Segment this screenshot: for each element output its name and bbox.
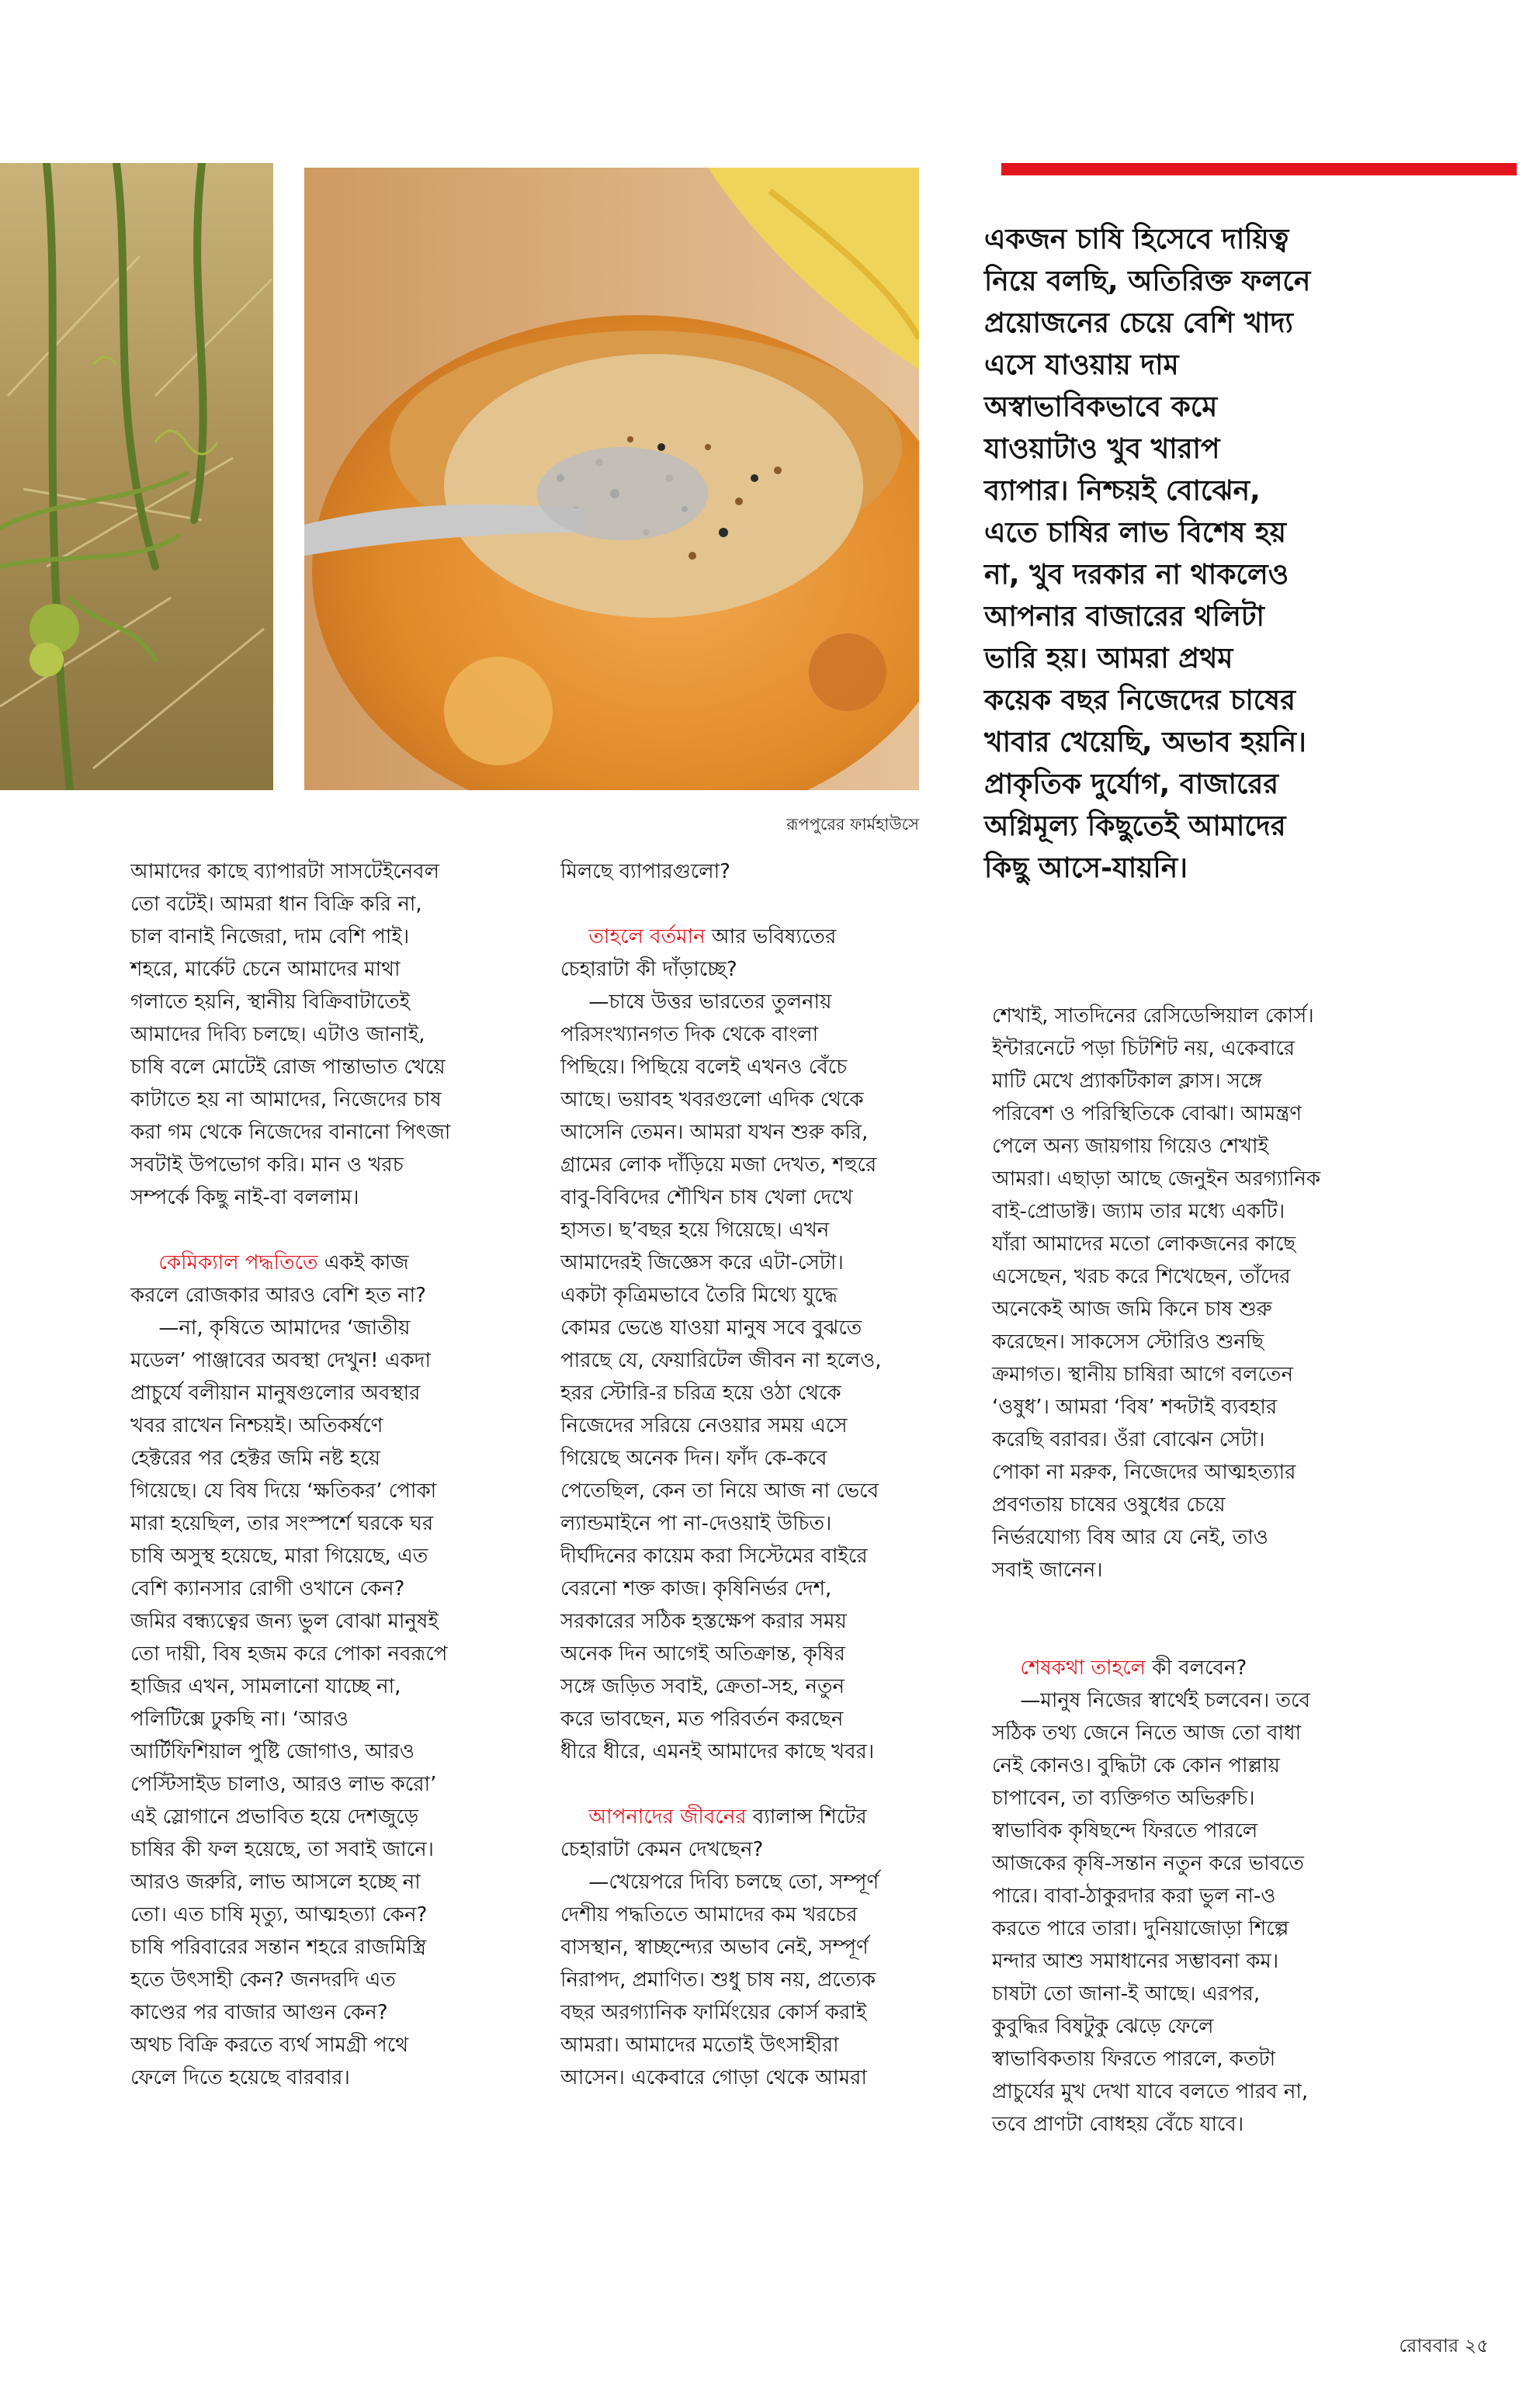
- body-line: হেক্টরের পর হেক্টর জমি নষ্ট হয়ে: [130, 1447, 381, 1470]
- body-line: মারা হয়েছিল, তার সংস্পর্শে ঘরকে ঘর: [130, 1512, 434, 1535]
- body-line: স্বাভাবিকতায় ফিরতে পারলে, কতটা: [992, 2048, 1276, 2071]
- body-line: বাসস্থান, স্বাচ্ছন্দ্যের অভাব নেই, সম্পূর্ণ: [560, 1936, 869, 1959]
- body-line: ল্যান্ডমাইনে পা না-দেওয়াই উচিত।: [560, 1512, 832, 1535]
- body-line: ‘ওষুধ’। আমরা ‘বিষ’ শব্দটাই ব্যবহার: [992, 1396, 1278, 1419]
- body-line: সরকারের সঠিক হস্তক্ষেপ করার সময়: [560, 1610, 847, 1633]
- body-line: পলিটিক্সে ঢুকছি না। ‘আরও: [130, 1708, 349, 1731]
- body-line: আমাদের কাছে ব্যাপারটা সাসটেইনেবল: [130, 860, 440, 883]
- body-line: হরর স্টোরি-র চরিত্র হয়ে ওঠা থেকে: [560, 1382, 841, 1405]
- question-highlight: কেমিক্যাল পদ্ধতিতে: [158, 1251, 318, 1275]
- pullquote-line: আপনার বাজারের থলিটা: [984, 601, 1264, 633]
- body-line: বছর অরগ্যানিক ফার্মিংয়ের কোর্স করাই: [560, 2001, 867, 2024]
- paragraph-gap: [992, 1587, 1424, 1619]
- body-line: ধীরে ধীরে, এমনই আমাদের কাছে খবর।: [560, 1740, 875, 1764]
- body-line: আসেনি তেমন। আমরা যখন শুরু করি,: [560, 1121, 869, 1144]
- question-highlight: শেষকথা তাহলে: [1020, 1656, 1146, 1680]
- pullquote-line: একজন চাষি হিসেবে দায়িত্ব: [984, 224, 1289, 255]
- question-text: একই কাজ: [317, 1251, 409, 1275]
- body-line: দেশীয় পদ্ধতিতে আমাদের কম খরচের: [560, 1903, 858, 1927]
- article-column-3: [992, 1000, 1424, 2141]
- body-line: খবর রাখেন নিশ্চয়ই। অতিকর্ষণে: [130, 1414, 383, 1438]
- body-line: ইন্টারনেটে পড়া চিটশিট নয়, একেবারে: [992, 1037, 1295, 1060]
- body-line: তবে প্রাণটা বোধহয় বেঁচে যাবে।: [992, 2113, 1244, 2136]
- body-line: প্রবণতায় চাষের ওষুধের চেয়ে: [992, 1493, 1226, 1517]
- main-photo: [304, 168, 919, 790]
- question-line: [992, 1652, 1424, 1684]
- page-folio: রোববার ২৫: [1399, 2335, 1489, 2357]
- body-line: ক্রমাগত। স্থানীয় চাষিরা আগে বলতেন: [992, 1363, 1293, 1386]
- body-line: প্রাচুর্যে বলীয়ান মানুষগুলোর অবস্থার: [130, 1382, 421, 1405]
- body-line: সঙ্গে জড়িত সবাই, ক্রেতা-সহ, নতুন: [560, 1675, 845, 1698]
- question-line: করলে রোজকার আরও বেশি হত না?: [130, 1284, 426, 1307]
- question-line: [560, 921, 945, 953]
- body-line: আর্টিফিশিয়াল পুষ্টি জোগাও, আরও: [130, 1740, 414, 1764]
- body-line: —মানুষ নিজের স্বার্থেই চলবেন। তবে: [1020, 1689, 1310, 1712]
- pullquote-line: প্রাকৃতিক দুর্যোগ, বাজারের: [984, 768, 1279, 800]
- body-line: প্রাচুর্যের মুখ দেখা যাবে বলতে পারব না,: [992, 2080, 1309, 2103]
- body-line: আসেন। একেবারে গোড়া থেকে আমরা: [560, 2066, 867, 2090]
- body-line: তো। এত চাষি মৃত্যু, আত্মহত্যা কেন?: [130, 1903, 428, 1927]
- body-line: পেতেছিল, কেন তা নিয়ে আজ না ভেবে: [560, 1479, 879, 1503]
- body-line: কুবুদ্ধির বিষটুকু ঝেড়ে ফেলে: [992, 2015, 1214, 2038]
- body-line: গিয়েছে অনেক দিন। ফাঁদ কে-কবে: [560, 1447, 827, 1470]
- pullquote-line: খাবার খেয়েছি, অভাব হয়নি।: [984, 727, 1306, 758]
- body-line: অথচ বিক্রি করতে ব্যর্থ সামগ্রী পথে: [130, 2034, 409, 2057]
- body-line: আমাদেরই জিজ্ঞেস করে এটা-সেটা।: [560, 1251, 844, 1275]
- body-line: চাপাবেন, তা ব্যক্তিগত অভিরুচি।: [992, 1787, 1255, 1810]
- body-line: ফেলে দিতে হয়েছে বারবার।: [130, 2066, 350, 2090]
- body-line: নিজেদের সরিয়ে নেওয়ার সময় এসে: [560, 1414, 848, 1438]
- body-line: জমির বন্ধ্যত্বের জন্য ভুল বোঝা মানুষই: [130, 1610, 439, 1633]
- body-line: নেই কোনও। বুদ্ধিটা কে কোন পাল্লায়: [992, 1754, 1280, 1777]
- question-line: [130, 1247, 565, 1279]
- photo-caption: রূপপুরের ফার্মহাউসে: [786, 815, 919, 834]
- body-line: তো বটেই। আমরা ধান বিক্রি করি না,: [130, 893, 422, 916]
- body-line: আজকের কৃষি-সন্তান নতুন করে ভাবতে: [992, 1852, 1304, 1875]
- body-line: মাটি মেখে প্র্যাকটিকাল ক্লাস। সঙ্গে: [992, 1070, 1262, 1093]
- paragraph-gap: [560, 888, 945, 921]
- body-line: —চাষে উত্তর ভারতের তুলনায়: [588, 990, 832, 1014]
- question-line: [560, 1801, 945, 1833]
- article-column-1: [130, 855, 565, 2094]
- body-line: মন্দার আশু সমাধানের সম্ভাবনা কম।: [992, 1950, 1279, 1973]
- body-line: মিলছে ব্যাপারগুলো?: [560, 860, 730, 883]
- body-line: মডেল’ পাঞ্জাবের অবস্থা দেখুন! একদা: [130, 1349, 432, 1372]
- body-line: হাসত। ছ’বছর হয়ে গিয়েছে। এখন: [560, 1219, 830, 1242]
- question-highlight: তাহলে বর্তমান: [588, 925, 706, 949]
- body-line: এই স্লোগানে প্রভাবিত হয়ে দেশজুড়ে: [130, 1805, 419, 1829]
- body-line: চাষি অসুস্থ হয়েছে, মারা গিয়েছে, এত: [130, 1545, 428, 1568]
- body-line: হাজির এখন, সামলানো যাচ্ছে না,: [130, 1675, 401, 1698]
- body-line: এসেছেন, খরচ করে শিখেছেন, তাঁদের: [992, 1265, 1291, 1288]
- body-line: পোকা না মরুক, নিজেদের আত্মহত্যার: [992, 1461, 1296, 1484]
- body-line: আছে। ভয়াবহ খবরগুলো এদিক থেকে: [560, 1088, 864, 1112]
- body-line: বাই-প্রোডাক্ট। জ্যাম তার মধ্যে একটি।: [992, 1200, 1285, 1223]
- body-line: আমাদের দিব্যি চলছে। এটাও জানাই,: [130, 1023, 425, 1046]
- pullquote-line: কয়েক বছর নিজেদের চাষের: [984, 685, 1295, 716]
- body-line: সম্পর্কে কিছু নাই-বা বললাম।: [130, 1186, 359, 1209]
- body-line: পেলে অন্য জায়গায় গিয়েও শেখাই: [992, 1135, 1269, 1158]
- pullquote-line: না, খুব দরকার না থাকলেও: [984, 559, 1289, 591]
- body-line: চাষি পরিবারের সন্তান শহরে রাজমিস্ত্রি: [130, 1936, 427, 1959]
- question-text: কী বলবেন?: [1146, 1656, 1247, 1680]
- body-line: স্বাভাবিক কৃষিছন্দে ফিরতে পারলে: [992, 1819, 1258, 1843]
- body-line: করতে পারে তারা। দুনিয়াজোড়া শিল্পে: [992, 1917, 1289, 1940]
- body-line: শেখাই, সাতদিনের রেসিডেন্সিয়াল কোর্স।: [992, 1004, 1314, 1028]
- body-line: পারছে যে, ফেয়ারিটেল জীবন না হলেও,: [560, 1349, 882, 1372]
- paragraph-gap: [992, 1619, 1424, 1652]
- pullquote-line: ব্যাপার। নিশ্চয়ই বোঝেন,: [984, 475, 1261, 507]
- body-line: চাষির কী ফল হয়েছে, তা সবাই জানে।: [130, 1838, 434, 1861]
- body-line: গিয়েছে। যে বিষ দিয়ে ‘ক্ষতিকর’ পোকা: [130, 1479, 437, 1503]
- paragraph-gap: [560, 1768, 945, 1801]
- question-text: ব্যালান্স শিটের: [746, 1805, 867, 1829]
- body-line: সঠিক তথ্য জেনে নিতে আজ তো বাধা: [992, 1722, 1302, 1745]
- body-line: চাষটা তো জানা-ই আছে। এরপর,: [992, 1982, 1261, 2006]
- pullquote-rule: [1001, 163, 1517, 175]
- body-line: নিরাপদ, প্রমাণিত। শুধু চাষ নয়, প্রত্যেক: [560, 1968, 876, 1992]
- pullquote-line: এতে চাষির লাভ বিশেষ হয়: [984, 517, 1286, 549]
- body-line: —খেয়েপরে দিব্যি চলছে তো, সম্পূর্ণ: [588, 1871, 879, 1894]
- pullquote-line: নিয়ে বলছি, অতিরিক্ত ফলনে: [984, 265, 1311, 297]
- pullquote-line: প্রয়োজনের চেয়ে বেশি খাদ্য: [984, 307, 1293, 339]
- body-line: চাল বানাই নিজেরা, দাম বেশি পাই।: [130, 925, 410, 949]
- body-line: কোমর ভেঙে যাওয়া মানুষ সবে বুঝতে: [560, 1316, 862, 1340]
- pullquote-line: অস্বাভাবিকভাবে কমে: [984, 391, 1218, 423]
- body-line: পরিসংখ্যানগত দিক থেকে বাংলা: [560, 1023, 819, 1046]
- pullquote-line: কিছু আসে-যায়নি।: [984, 852, 1188, 884]
- pullquote-line: এসে যাওয়ায় দাম: [984, 349, 1179, 381]
- body-line: বাবু-বিবিদের শৌখিন চাষ খেলা দেখে: [560, 1186, 853, 1209]
- body-line: সবটাই উপভোগ করি। মান ও খরচ: [130, 1153, 404, 1177]
- body-line: বেরনো শক্ত কাজ। কৃষিনির্ভর দেশ,: [560, 1577, 832, 1601]
- body-line: তো দায়ী, বিষ হজম করে পোকা নবরূপে: [130, 1642, 448, 1666]
- body-line: করেছেন। সাকসেস স্টোরিও শুনছি: [992, 1330, 1264, 1354]
- body-line: গলাতে হয়নি, স্থানীয় বিক্রিবাটাতেই: [130, 990, 411, 1014]
- body-line: চাষি বলে মোটেই রোজ পান্তাভাত খেয়ে: [130, 1056, 446, 1079]
- body-line: পিছিয়ে। পিছিয়ে বলেই এখনও বেঁচে: [560, 1056, 848, 1079]
- body-line: আমরা। আমাদের মতোই উৎসাহীরা: [560, 2034, 839, 2057]
- body-line: পরিবেশ ও পরিস্থিতিকে বোঝা। আমন্ত্রণ: [992, 1102, 1302, 1125]
- body-line: আমরা। এছাড়া আছে জেনুইন অরগ্যানিক: [992, 1167, 1321, 1191]
- left-photo: [0, 163, 273, 790]
- body-line: অনেকেই আজ জমি কিনে চাষ শুরু: [992, 1298, 1272, 1321]
- body-line: করে ভাবছেন, মত পরিবর্তন করছেন: [560, 1708, 844, 1731]
- pull-quote: [984, 219, 1528, 890]
- body-line: গ্রামের লোক দাঁড়িয়ে মজা দেখত, শহুরে: [560, 1153, 877, 1177]
- body-line: করা গম থেকে নিজেদের বানানো পিৎজা: [130, 1121, 451, 1144]
- pullquote-line: অগ্নিমূল্য কিছুতেই আমাদের: [984, 810, 1286, 842]
- body-line: অনেক দিন আগেই অতিক্রান্ত, কৃষির: [560, 1642, 845, 1666]
- body-line: করেছি বরাবর। ওঁরা বোঝেন সেটা।: [992, 1428, 1265, 1451]
- article-column-2: [560, 855, 945, 2094]
- body-line: সবাই জানেন।: [992, 1559, 1103, 1582]
- body-line: একটা কৃত্রিমভাবে তৈরি মিথ্যে যুদ্ধে: [560, 1284, 838, 1307]
- body-line: —না, কৃষিতে আমাদের ‘জাতীয়: [158, 1316, 411, 1340]
- question-text: আর ভবিষ্যতের: [705, 925, 837, 949]
- body-line: যাঁরা আমাদের মতো লোকজনের কাছে: [992, 1233, 1296, 1256]
- body-line: হতে উৎসাহী কেন? জনদরদি এত: [130, 1968, 396, 1992]
- question-line: চেহারাটা কী দাঁড়াচ্ছে?: [560, 958, 737, 981]
- paragraph-gap: [130, 1214, 565, 1247]
- question-line: চেহারাটা কেমন দেখছেন?: [560, 1838, 764, 1861]
- body-line: কাণ্ডের পর বাজার আগুন কেন?: [130, 2001, 388, 2024]
- body-line: শহরে, মার্কেট চেনে আমাদের মাথা: [130, 958, 401, 981]
- body-line: পারে। বাবা-ঠাকুরদার করা ভুল না-ও: [992, 1885, 1276, 1908]
- question-highlight: আপনাদের জীবনের: [588, 1805, 747, 1829]
- body-line: কাটাতে হয় না আমাদের, নিজেদের চাষ: [130, 1088, 442, 1112]
- pullquote-line: ভারি হয়। আমরা প্রথম: [984, 643, 1233, 675]
- body-line: আরও জরুরি, লাভ আসলে হচ্ছে না: [130, 1871, 421, 1894]
- body-line: পেস্টিসাইড চালাও, আরও লাভ করো’: [130, 1773, 437, 1796]
- body-line: নির্ভরযোগ্য বিষ আর যে নেই, তাও: [992, 1526, 1268, 1549]
- body-line: দীর্ঘদিনের কায়েম করা সিস্টেমের বাইরে: [560, 1545, 868, 1568]
- pullquote-line: যাওয়াটাও খুব খারাপ: [984, 433, 1220, 465]
- body-line: বেশি ক্যানসার রোগী ওখানে কেন?: [130, 1577, 405, 1601]
